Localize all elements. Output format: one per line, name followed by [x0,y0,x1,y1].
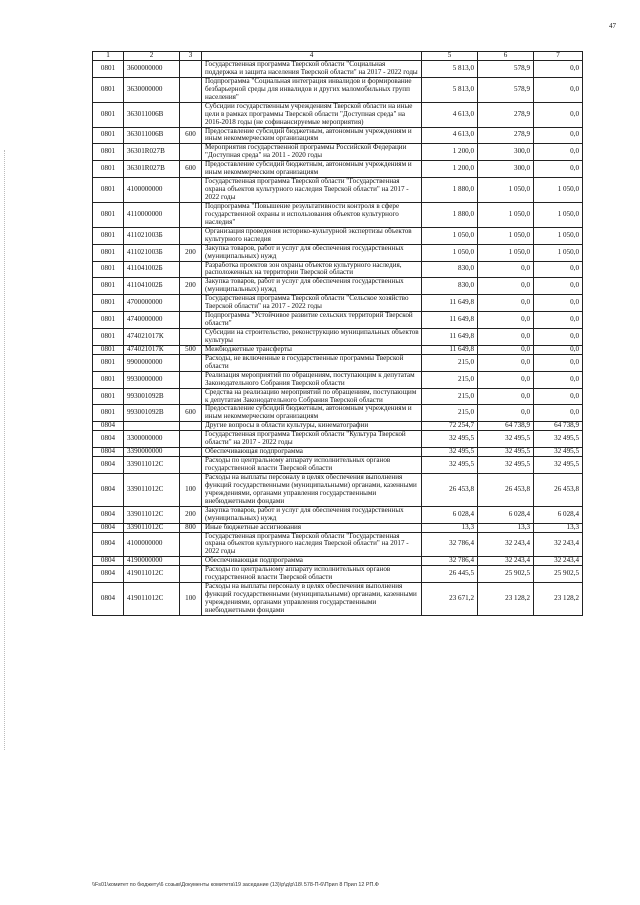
item-name-cell: Расходы по центральному аппарату исполнительных органов государственной власти Тверской области [202,457,422,474]
section-code-cell: 0801 [93,405,124,422]
amount-col6-cell: 0,0 [478,371,534,388]
target-article-cell: 9900000000 [124,354,180,371]
target-article-cell: 411021003Б [124,227,180,244]
amount-col6-cell: 64 738,9 [478,422,534,431]
amount-col6-cell: 13,3 [478,523,534,532]
amount-col5-cell: 32 786,4 [422,557,478,566]
section-code-cell: 0801 [93,261,124,278]
amount-col7-cell: 0,0 [534,388,583,405]
target-article-cell: 3390000000 [124,448,180,457]
item-name-cell: Государственная программа Тверской области "Государственная охрана объектов культурного наследия Тверской области" на 2017 - 2022 годы [202,178,422,203]
amount-col6-cell: 278,9 [478,102,534,127]
expense-type-cell [180,329,202,346]
section-code-cell: 0801 [93,161,124,178]
table-row [93,144,583,161]
table-row [93,329,583,346]
amount-col7-cell: 0,0 [534,61,583,78]
expense-type-cell [180,261,202,278]
target-article-cell: 3600000000 [124,61,180,78]
amount-col7-cell: 25 902,5 [534,566,583,583]
section-code-cell: 0801 [93,312,124,329]
amount-col6-cell: 25 902,5 [478,566,534,583]
expense-type-cell: 600 [180,161,202,178]
item-name-cell: Реализация мероприятий по обращениям, поступающим к депутатам Законодательного Собрания Тверской области [202,371,422,388]
section-code-cell: 0801 [93,202,124,227]
amount-col5-cell: 11 649,8 [422,329,478,346]
amount-col6-cell: 1 050,0 [478,227,534,244]
table-row [93,77,583,102]
target-article-cell: 474021017К [124,329,180,346]
amount-col7-cell: 0,0 [534,329,583,346]
amount-col5-cell: 1 050,0 [422,227,478,244]
header-cell: 1 [93,52,124,61]
page-number: 47 [609,22,616,30]
table-row [93,457,583,474]
amount-col7-cell: 0,0 [534,354,583,371]
section-code-cell: 0804 [93,523,124,532]
item-name-cell: Организация проведения историко-культурной экспертизы объектов культурного наследия [202,227,422,244]
target-article-cell: 363011006В [124,127,180,144]
expense-type-cell [180,102,202,127]
amount-col5-cell: 23 671,2 [422,583,478,616]
target-article-cell: 411021003Б [124,244,180,261]
section-code-cell: 0804 [93,557,124,566]
amount-col6-cell: 32 243,4 [478,557,534,566]
amount-col6-cell: 300,0 [478,144,534,161]
amount-col6-cell: 26 453,8 [478,473,534,506]
table-row [93,566,583,583]
section-code-cell: 0801 [93,371,124,388]
table-row [93,161,583,178]
expense-type-cell [180,388,202,405]
table-row [93,523,583,532]
item-name-cell: Закупка товаров, работ и услуг для обеспечения государственных (муниципальных) нужд [202,506,422,523]
amount-col5-cell: 26 445,5 [422,566,478,583]
table-row [93,202,583,227]
amount-col6-cell: 0,0 [478,345,534,354]
amount-col7-cell: 1 050,0 [534,178,583,203]
item-name-cell: Предоставление субсидий бюджетным, автономным учреждениям и иным некоммерческим организациям [202,161,422,178]
section-code-cell: 0801 [93,227,124,244]
table-row [93,388,583,405]
amount-col5-cell: 5 813,0 [422,61,478,78]
table-row [93,312,583,329]
amount-col6-cell: 578,9 [478,61,534,78]
target-article-cell: 993001092В [124,388,180,405]
amount-col7-cell: 32 243,4 [534,532,583,557]
amount-col7-cell: 32 495,5 [534,431,583,448]
item-name-cell: Расходы на выплаты персоналу в целях обеспечения выполнения функций государственными (муниципальными) органами, казенными учреждениями, органами управления государственными внебюджетными фондами [202,583,422,616]
table-row [93,278,583,295]
item-name-cell: Предоставление субсидий бюджетным, автономным учреждениям и иным некоммерческим организациям [202,405,422,422]
amount-col5-cell: 32 495,5 [422,457,478,474]
amount-col6-cell: 0,0 [478,329,534,346]
expense-type-cell [180,227,202,244]
amount-col7-cell: 0,0 [534,144,583,161]
amount-col7-cell: 0,0 [534,312,583,329]
section-code-cell: 0801 [93,144,124,161]
amount-col5-cell: 4 613,0 [422,102,478,127]
table-row [93,61,583,78]
target-article-cell: 339011012С [124,457,180,474]
section-code-cell: 0801 [93,61,124,78]
amount-col7-cell: 0,0 [534,278,583,295]
expense-type-cell: 200 [180,244,202,261]
amount-col5-cell: 11 649,8 [422,312,478,329]
budget-table [92,51,583,616]
header-cell: 2 [124,52,180,61]
amount-col7-cell: 0,0 [534,345,583,354]
target-article-cell: 339011012С [124,506,180,523]
target-article-cell: 363011006В [124,102,180,127]
item-name-cell: Расходы по центральному аппарату исполнительных органов государственной власти Тверской области [202,566,422,583]
amount-col7-cell: 32 495,5 [534,448,583,457]
table-row [93,473,583,506]
header-cell: 3 [180,52,202,61]
header-cell: 4 [202,52,422,61]
target-article-cell [124,422,180,431]
section-code-cell: 0801 [93,278,124,295]
target-article-cell: 411041002Б [124,278,180,295]
target-article-cell: 4100000000 [124,532,180,557]
item-name-cell: Государственная программа Тверской области "Социальная поддержка и защита населения Тверской области" на 2017 - 2022 годы [202,61,422,78]
expense-type-cell: 100 [180,473,202,506]
table-row [93,506,583,523]
amount-col5-cell: 215,0 [422,371,478,388]
amount-col6-cell: 578,9 [478,77,534,102]
table-row [93,102,583,127]
amount-col6-cell: 0,0 [478,405,534,422]
section-code-cell: 0804 [93,422,124,431]
expense-type-cell [180,312,202,329]
expense-type-cell: 800 [180,523,202,532]
item-name-cell: Мероприятия государственной программы Российской Федерации "Доступная среда" на 2011 - 2020 годы [202,144,422,161]
item-name-cell: Предоставление субсидий бюджетным, автономным учреждениям и иным некоммерческим организациям [202,127,422,144]
section-code-cell: 0804 [93,532,124,557]
section-code-cell: 0801 [93,345,124,354]
expense-type-cell [180,422,202,431]
amount-col5-cell: 215,0 [422,405,478,422]
item-name-cell: Обеспечивающая подпрограмма [202,448,422,457]
amount-col7-cell: 0,0 [534,261,583,278]
amount-col5-cell: 1 050,0 [422,244,478,261]
amount-col7-cell: 0,0 [534,102,583,127]
expense-type-cell [180,77,202,102]
header-cell: 7 [534,52,583,61]
item-name-cell: Закупка товаров, работ и услуг для обеспечения государственных (муниципальных) нужд [202,244,422,261]
amount-col7-cell: 26 453,8 [534,473,583,506]
amount-col6-cell: 300,0 [478,161,534,178]
expense-type-cell [180,557,202,566]
amount-col5-cell: 5 813,0 [422,77,478,102]
table-row [93,227,583,244]
section-code-cell: 0804 [93,448,124,457]
section-code-cell: 0804 [93,506,124,523]
amount-col6-cell: 0,0 [478,278,534,295]
amount-col6-cell: 0,0 [478,261,534,278]
item-name-cell: Закупка товаров, работ и услуг для обеспечения государственных (муниципальных) нужд [202,278,422,295]
amount-col7-cell: 0,0 [534,295,583,312]
amount-col6-cell: 278,9 [478,127,534,144]
target-article-cell: 339011012С [124,523,180,532]
section-code-cell: 0804 [93,457,124,474]
expense-type-cell [180,144,202,161]
item-name-cell: Подпрограмма "Устойчивое развитие сельских территорий Тверской области" [202,312,422,329]
expense-type-cell [180,566,202,583]
amount-col7-cell: 23 128,2 [534,583,583,616]
item-name-cell: Иные бюджетные ассигнования [202,523,422,532]
amount-col5-cell: 4 613,0 [422,127,478,144]
table-row [93,178,583,203]
amount-col6-cell: 0,0 [478,388,534,405]
amount-col7-cell: 1 050,0 [534,227,583,244]
expense-type-cell [180,61,202,78]
amount-col7-cell: 1 050,0 [534,202,583,227]
amount-col6-cell: 6 028,4 [478,506,534,523]
table-row [93,431,583,448]
amount-col5-cell: 26 453,8 [422,473,478,506]
amount-col7-cell: 32 243,4 [534,557,583,566]
target-article-cell: 4110000000 [124,202,180,227]
amount-col6-cell: 32 495,5 [478,431,534,448]
target-article-cell: 3300000000 [124,431,180,448]
amount-col5-cell: 830,0 [422,278,478,295]
item-name-cell: Межбюджетные трансферты [202,345,422,354]
amount-col6-cell: 32 495,5 [478,448,534,457]
amount-col7-cell: 1 050,0 [534,244,583,261]
expense-type-cell: 100 [180,583,202,616]
section-code-cell: 0801 [93,354,124,371]
amount-col6-cell: 1 050,0 [478,244,534,261]
amount-col7-cell: 0,0 [534,405,583,422]
item-name-cell: Другие вопросы в области культуры, кинематографии [202,422,422,431]
amount-col5-cell: 32 495,5 [422,431,478,448]
footer-file-path: \\Fs01\комитет по бюджету\6 созыв\Документы комитета\19 заседание (13)\р\д\р\18\ 578-П-6\Прил 8 Прил 12 РП.Ф [92,882,379,888]
amount-col7-cell: 64 738,9 [534,422,583,431]
expense-type-cell [180,457,202,474]
amount-col5-cell: 215,0 [422,388,478,405]
expense-type-cell: 600 [180,405,202,422]
target-article-cell: 4740000000 [124,312,180,329]
target-article-cell: 419011012С [124,566,180,583]
section-code-cell: 0801 [93,127,124,144]
amount-col5-cell: 72 254,7 [422,422,478,431]
amount-col7-cell: 13,3 [534,523,583,532]
table-row [93,371,583,388]
expense-type-cell [180,448,202,457]
amount-col5-cell: 1 200,0 [422,144,478,161]
target-article-cell: 419011012С [124,583,180,616]
expense-type-cell: 600 [180,127,202,144]
section-code-cell: 0801 [93,77,124,102]
margin-binding-marks [4,150,6,750]
expense-type-cell [180,431,202,448]
table-row [93,583,583,616]
amount-col7-cell: 0,0 [534,127,583,144]
target-article-cell: 4100000000 [124,178,180,203]
target-article-cell: 339011012С [124,473,180,506]
table-row [93,557,583,566]
item-name-cell: Расходы, не включенные в государственные программы Тверской области [202,354,422,371]
target-article-cell: 36301R027В [124,161,180,178]
expense-type-cell [180,295,202,312]
table-row [93,422,583,431]
expense-type-cell [180,202,202,227]
amount-col6-cell: 1 050,0 [478,202,534,227]
target-article-cell: 474021017К [124,345,180,354]
amount-col6-cell: 1 050,0 [478,178,534,203]
section-code-cell: 0801 [93,329,124,346]
amount-col5-cell: 6 028,4 [422,506,478,523]
header-row [93,52,583,61]
expense-type-cell: 500 [180,345,202,354]
section-code-cell: 0804 [93,583,124,616]
target-article-cell: 3630000000 [124,77,180,102]
amount-col7-cell: 32 495,5 [534,457,583,474]
target-article-cell: 36301R027В [124,144,180,161]
amount-col5-cell: 1 880,0 [422,202,478,227]
section-code-cell: 0804 [93,566,124,583]
item-name-cell: Обеспечивающая подпрограмма [202,557,422,566]
section-code-cell: 0804 [93,431,124,448]
section-code-cell: 0801 [93,295,124,312]
amount-col6-cell: 0,0 [478,354,534,371]
target-article-cell: 993001092В [124,405,180,422]
section-code-cell: 0801 [93,178,124,203]
expense-type-cell [180,354,202,371]
target-article-cell: 4700000000 [124,295,180,312]
target-article-cell: 4190000000 [124,557,180,566]
amount-col6-cell: 32 243,4 [478,532,534,557]
section-code-cell: 0801 [93,102,124,127]
amount-col5-cell: 11 649,8 [422,345,478,354]
amount-col5-cell: 1 880,0 [422,178,478,203]
table-row [93,345,583,354]
amount-col7-cell: 0,0 [534,371,583,388]
amount-col5-cell: 1 200,0 [422,161,478,178]
header-cell: 6 [478,52,534,61]
amount-col6-cell: 32 495,5 [478,457,534,474]
section-code-cell: 0801 [93,388,124,405]
table-row [93,448,583,457]
amount-col7-cell: 0,0 [534,77,583,102]
item-name-cell: Государственная программа Тверской области "Государственная охрана объектов культурного наследия Тверской области" на 2017 - 2022 годы [202,532,422,557]
amount-col7-cell: 6 028,4 [534,506,583,523]
amount-col5-cell: 32 495,5 [422,448,478,457]
item-name-cell: Государственная программа Тверской области "Сельское хозяйство Тверской области" на 2017 - 2022 годы [202,295,422,312]
target-article-cell: 9930000000 [124,371,180,388]
item-name-cell: Субсидии на строительство, реконструкцию муниципальных объектов культуры [202,329,422,346]
item-name-cell: Средства на реализацию мероприятий по обращениям, поступающим к депутатам Законодательного Собрания Тверской области [202,388,422,405]
item-name-cell: Подпрограмма "Социальная интеграция инвалидов и формирование безбарьерной среды для инвалидов и других маломобильных групп населения" [202,77,422,102]
amount-col5-cell: 215,0 [422,354,478,371]
item-name-cell: Субсидии государственным учреждениям Тверской области на иные цели в рамках программы Тверской области "Доступная среда" на 2016-2018 годы (не софинансируемые мероприятия) [202,102,422,127]
expense-type-cell [180,532,202,557]
expense-type-cell: 200 [180,506,202,523]
section-code-cell: 0801 [93,244,124,261]
table-row [93,295,583,312]
section-code-cell: 0804 [93,473,124,506]
table-row [93,405,583,422]
expense-type-cell [180,371,202,388]
table-row [93,244,583,261]
amount-col7-cell: 0,0 [534,161,583,178]
expense-type-cell [180,178,202,203]
table-row [93,532,583,557]
expense-type-cell: 200 [180,278,202,295]
amount-col5-cell: 11 649,8 [422,295,478,312]
target-article-cell: 411041002Б [124,261,180,278]
amount-col5-cell: 13,3 [422,523,478,532]
table-row [93,127,583,144]
amount-col6-cell: 23 128,2 [478,583,534,616]
item-name-cell: Разработка проектов зон охраны объектов культурного наследия, расположенных на территории Тверской области [202,261,422,278]
table-row [93,354,583,371]
table-body [93,52,583,616]
item-name-cell: Подпрограмма "Повышение результативности контроля в сфере государственной охраны и использования объектов культурного наследия" [202,202,422,227]
amount-col5-cell: 32 786,4 [422,532,478,557]
item-name-cell: Государственная программа Тверской области "Культура Тверской области" на 2017 - 2022 годы [202,431,422,448]
table-row [93,261,583,278]
amount-col5-cell: 830,0 [422,261,478,278]
amount-col6-cell: 0,0 [478,295,534,312]
amount-col6-cell: 0,0 [478,312,534,329]
item-name-cell: Расходы на выплаты персоналу в целях обеспечения выполнения функций государственными (муниципальными) органами, казенными учреждениями, органами управления государственными внебюджетными фондами [202,473,422,506]
header-cell: 5 [422,52,478,61]
